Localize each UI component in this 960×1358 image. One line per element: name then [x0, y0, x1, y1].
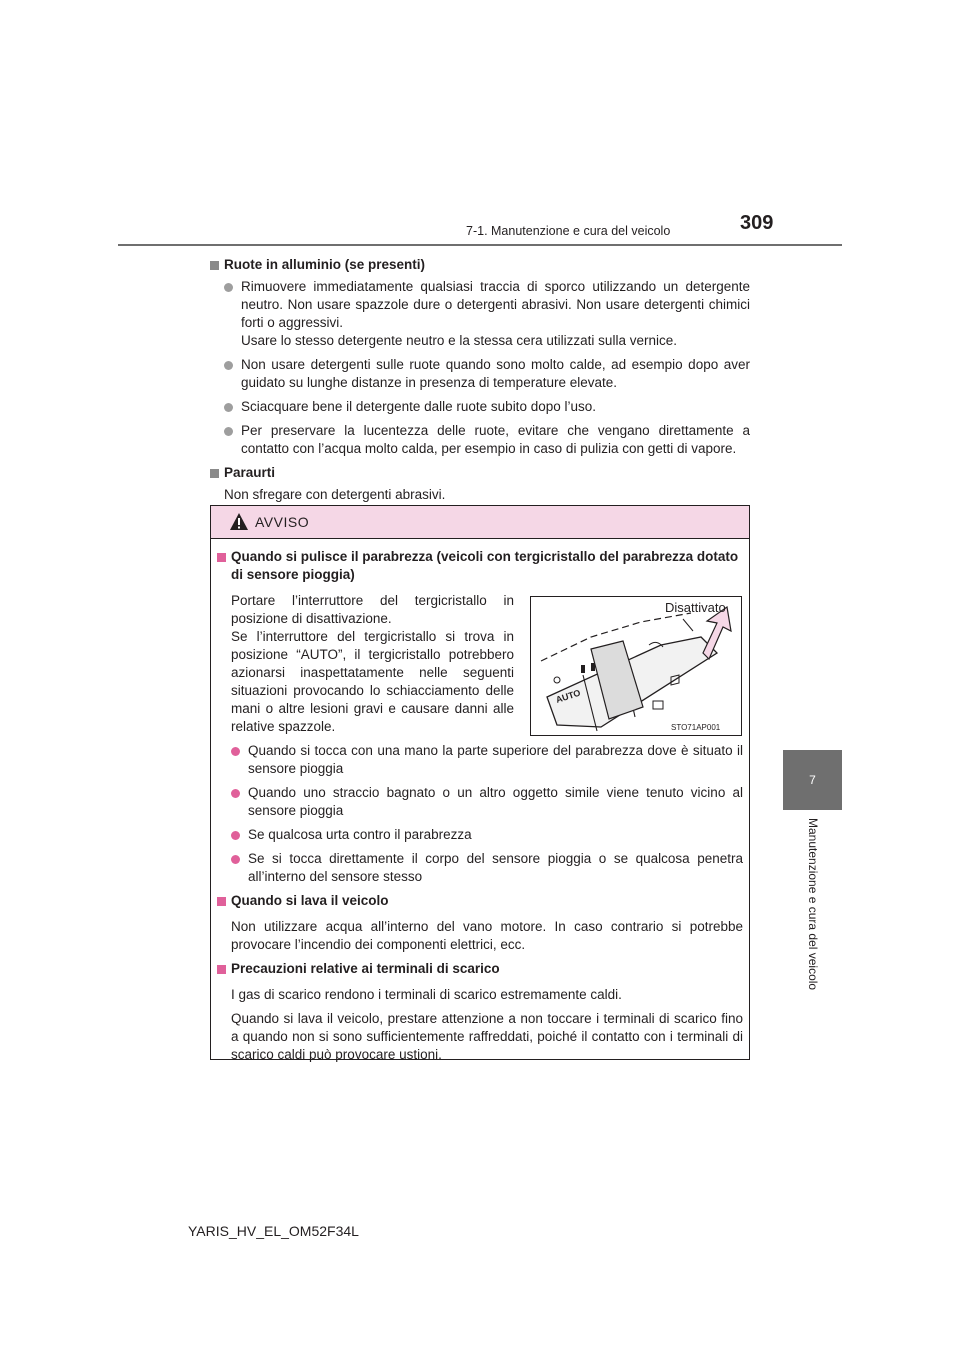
- warning-label: AVVISO: [255, 514, 310, 530]
- paragraph: Non utilizzare acqua all’interno del vano motore. In caso contrario si potrebbe provocare l’incendio dei componenti elettrici, ecc.: [231, 919, 743, 952]
- round-bullet-icon: [231, 789, 240, 798]
- section-heading: Paraurti: [210, 464, 750, 482]
- square-bullet-icon: [217, 553, 226, 562]
- list-item: Se si tocca direttamente il corpo del sensore pioggia o se qualcosa penetra all’interno del sensore stesso: [231, 850, 743, 886]
- chapter-side-label: Manutenzione e cura del veicolo: [806, 818, 820, 991]
- document-code: YARIS_HV_EL_OM52F34L: [188, 1223, 359, 1239]
- paragraph: I gas di scarico rendono i terminali di scarico estremamente caldi.: [231, 987, 622, 1002]
- wiper-switch-illustration: [531, 597, 741, 735]
- chapter-tab: 7: [783, 750, 842, 810]
- list-item: Non usare detergenti sulle ruote quando sono molto calde, ad esempio dopo aver guidato su lunghe distanze in presenza di temperature elevate.: [224, 356, 750, 392]
- section-header: 7-1. Manutenzione e cura del veicolo: [466, 224, 671, 238]
- warning-header: [211, 506, 749, 539]
- list-item: Rimuovere immediatamente qualsiasi traccia di sporco utilizzando un detergente neutro. Non usare spazzole dure o detergenti abrasivi. Non usare detergenti chimici forti o aggressivi. Usare lo stesso detergente neutro e la stessa cera utilizzati sulla vernice.: [224, 278, 750, 350]
- main-content: [210, 256, 750, 504]
- list-item: Quando si tocca con una mano la parte superiore del parabrezza dove è situato il sensore pioggia: [231, 742, 743, 778]
- round-bullet-icon: [224, 361, 233, 370]
- square-bullet-icon: [210, 469, 219, 478]
- warning-heading: Quando si pulisce il parabrezza (veicoli con tergicristallo del parabrezza dotato di sensore pioggia): [217, 548, 743, 584]
- round-bullet-icon: [231, 855, 240, 864]
- wiper-switch-figure: [530, 596, 742, 736]
- square-bullet-icon: [210, 261, 219, 270]
- round-bullet-icon: [231, 747, 240, 756]
- paragraph: Quando si lava il veicolo, prestare attenzione a non toccare i terminali di scarico fino a quando non si sono sufficientemente raffreddati, poiché il contatto con i terminali di scarico caldi può provocare ustioni.: [231, 1011, 743, 1062]
- warning-body: [217, 548, 743, 1070]
- round-bullet-icon: [224, 283, 233, 292]
- warning-heading: Precauzioni relative ai terminali di scarico: [217, 960, 743, 978]
- warning-two-column: [217, 592, 743, 738]
- square-bullet-icon: [217, 965, 226, 974]
- list-item: Se qualcosa urta contro il parabrezza: [231, 826, 743, 844]
- warning-box: [210, 505, 750, 1060]
- warning-triangle-icon: [229, 512, 249, 531]
- paragraph: Portare l’interruttore del tergicristallo in posizione di disattivazione. Se l’interruttore del tergicristallo si trova in posizione “AUTO”, il tergicristallo potrebbero azionarsi inaspettatamente nelle seguenti situazioni provocando lo schiacciamento delle mani o altre lesioni gravi e causare danni alle relative spazzole.: [231, 593, 514, 734]
- warning-heading: Quando si lava il veicolo: [217, 892, 743, 910]
- page-number: 309: [740, 212, 774, 234]
- svg-text:AUTO: AUTO: [554, 687, 582, 705]
- header-rule: [118, 244, 842, 246]
- round-bullet-icon: [224, 427, 233, 436]
- paragraph: Non sfregare con detergenti abrasivi.: [224, 487, 446, 502]
- list-item: Quando uno straccio bagnato o un altro oggetto simile viene tenuto vicino al sensore pioggia: [231, 784, 743, 820]
- figure-code: STO71AP001: [671, 723, 721, 732]
- round-bullet-icon: [224, 403, 233, 412]
- section-heading: Ruote in alluminio (se presenti): [210, 256, 750, 274]
- figure-label-off: Disattivato: [665, 600, 726, 615]
- round-bullet-icon: [231, 831, 240, 840]
- list-item: Sciacquare bene il detergente dalle ruote subito dopo l’uso.: [224, 398, 750, 416]
- list-item: Per preservare la lucentezza delle ruote, evitare che vengano direttamente a contatto con l’acqua molto calda, per esempio in caso di pulizia con getti di vapore.: [224, 422, 750, 458]
- square-bullet-icon: [217, 897, 226, 906]
